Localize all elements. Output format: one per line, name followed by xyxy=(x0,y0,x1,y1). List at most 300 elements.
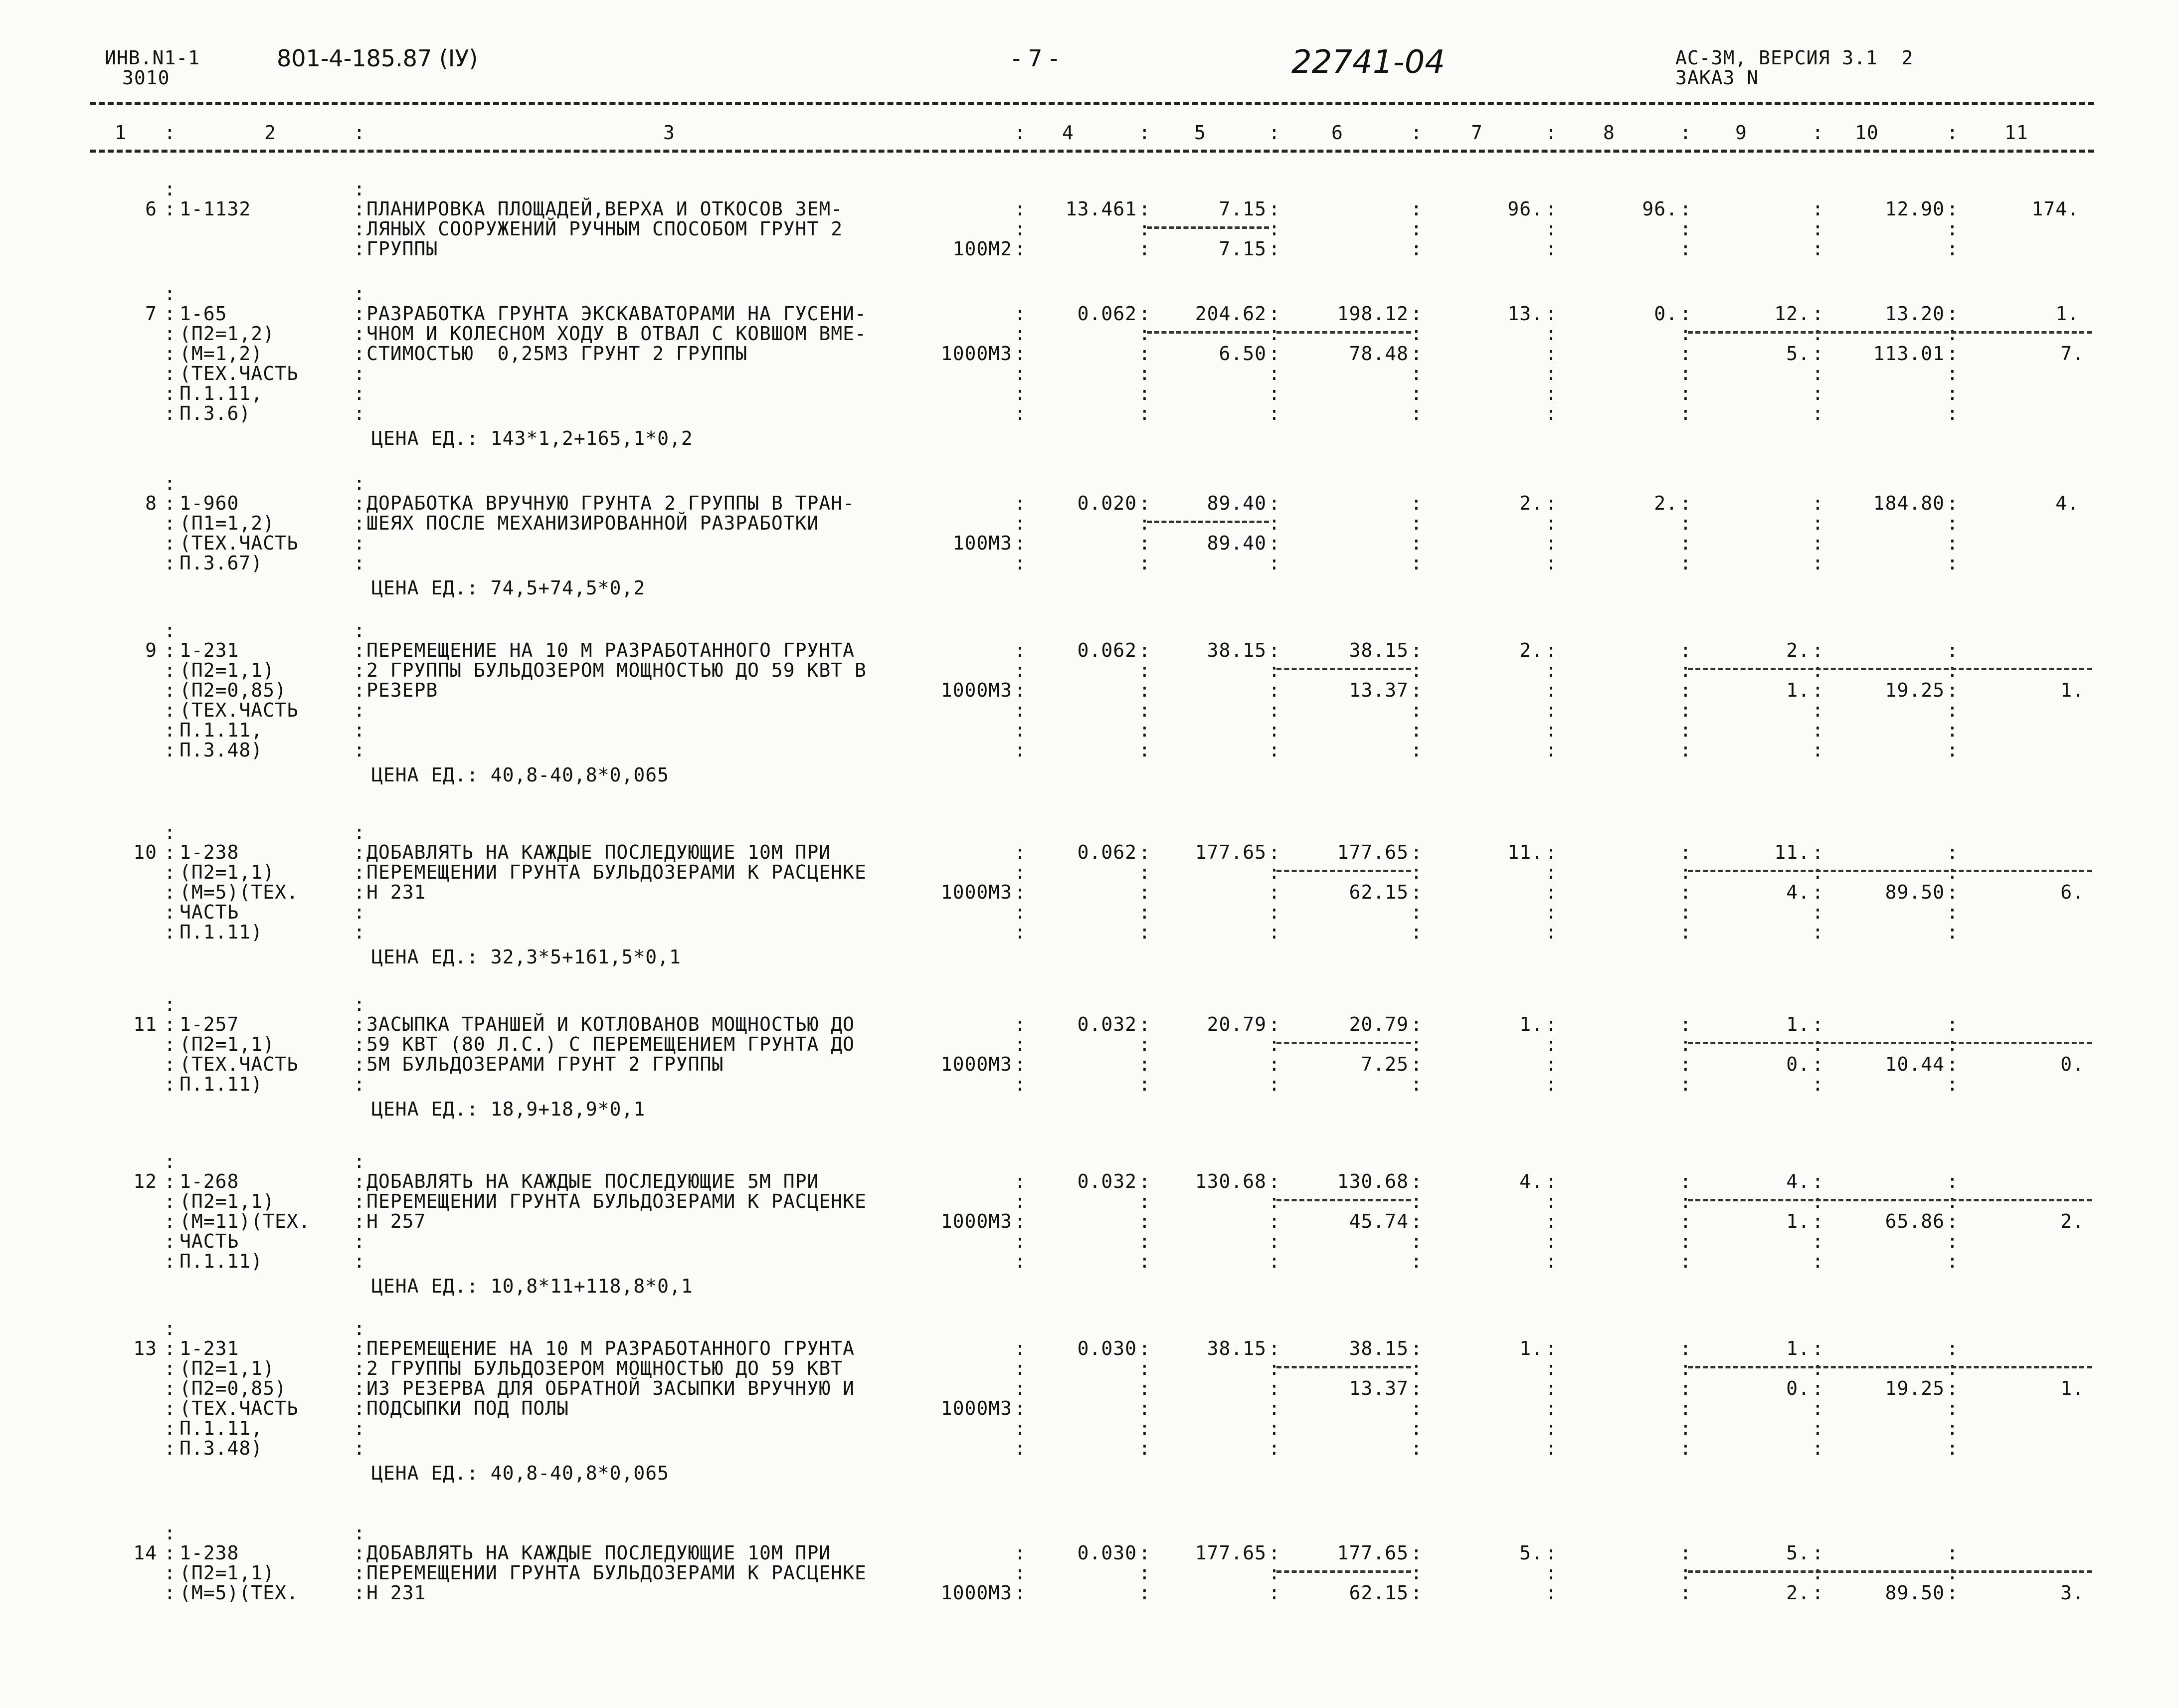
unit-of-measure: 1000М3 xyxy=(940,1582,1012,1604)
value-col-9: 2. xyxy=(1786,639,1810,661)
column-separator: : xyxy=(1411,1210,1423,1232)
item-code: (П2=0,85) xyxy=(180,1377,287,1399)
column-separator: : xyxy=(354,1073,365,1095)
column-separator: : xyxy=(1014,363,1026,384)
column-separator: : xyxy=(1680,1170,1692,1192)
value-col-5-sub: 89.40 xyxy=(1207,532,1267,554)
item-code: (П2=1,1) xyxy=(180,1562,275,1584)
column-separator: : xyxy=(354,323,365,345)
column-separator: : xyxy=(1139,659,1151,681)
value-col-9: 4. xyxy=(1786,1170,1810,1192)
column-separator: : xyxy=(1269,1397,1280,1419)
value-col-7: 13. xyxy=(1507,303,1543,325)
row-number: 6 xyxy=(145,198,157,220)
column-separator: : xyxy=(1947,323,1959,345)
item-description: ИЗ РЕЗЕРВА ДЛЯ ОБРАТНОЙ ЗАСЫПКИ ВРУЧНУЮ И xyxy=(366,1377,855,1399)
item-description: 59 КВТ (80 Л.С.) С ПЕРЕМЕЩЕНИЕМ ГРУНТА ДО xyxy=(366,1033,855,1055)
item-code: (ТЕХ.ЧАСТЬ xyxy=(180,1397,299,1419)
item-code: (П2=1,1) xyxy=(180,659,275,681)
sub-rule-col-6 xyxy=(1276,1570,1411,1573)
column-separator: : xyxy=(164,472,176,494)
column-separator: : xyxy=(1014,639,1026,661)
column-separator: : xyxy=(354,472,365,494)
item-description: РАЗРАБОТКА ГРУНТА ЭКСКАВАТОРАМИ НА ГУСЕНИ- xyxy=(366,303,867,325)
column-separator: : xyxy=(1139,512,1151,534)
row-number: 7 xyxy=(145,303,157,325)
column-separator: : xyxy=(1812,238,1824,260)
column-separator: : xyxy=(1812,402,1824,424)
column-separator: : xyxy=(1545,1377,1557,1399)
unit-price-formula: ЦЕНА ЕД.: 40,8-40,8*0,065 xyxy=(371,1462,669,1484)
column-separator: : xyxy=(1014,1033,1026,1055)
column-separator: : xyxy=(1947,532,1959,554)
value-col-6-sub: 62.15 xyxy=(1349,881,1409,903)
column-separator: : xyxy=(1812,512,1824,534)
column-separator: : xyxy=(1680,1337,1692,1359)
column-separator: : xyxy=(1014,921,1026,943)
column-separator: : xyxy=(1947,1357,1959,1379)
column-separator: : xyxy=(1680,1053,1692,1075)
column-separator: : xyxy=(1014,512,1026,534)
row-number: 10 xyxy=(133,841,157,863)
column-separator: : xyxy=(1947,1210,1959,1232)
value-col-6: 38.15 xyxy=(1349,639,1409,661)
item-description: Н 231 xyxy=(366,881,426,903)
column-separator: : xyxy=(354,532,365,554)
column-separator: : xyxy=(1812,198,1824,220)
column-separator: : xyxy=(354,699,365,721)
value-col-6-sub: 13.37 xyxy=(1349,679,1409,701)
value-col-11-sub: 7. xyxy=(2060,343,2084,365)
column-separator: : xyxy=(354,218,365,240)
item-code: П.1.11) xyxy=(180,1073,263,1095)
column-separator: : xyxy=(1545,881,1557,903)
order-label: ЗАКАЗ N xyxy=(1675,67,1759,89)
column-separator: : xyxy=(164,901,176,923)
column-separator: : xyxy=(354,1033,365,1055)
column-separator: : xyxy=(164,679,176,701)
column-separator: : xyxy=(1014,1397,1026,1419)
sub-rule-col-6 xyxy=(1276,1199,1411,1201)
value-col-8: 2. xyxy=(1654,492,1678,514)
value-col-10-sub: 113.01 xyxy=(1873,343,1945,365)
column-separator: : xyxy=(1680,1210,1692,1232)
column-separator: : xyxy=(1411,238,1423,260)
column-separator: : xyxy=(1680,122,1692,144)
column-separator: : xyxy=(1812,881,1824,903)
column-separator: : xyxy=(354,238,365,260)
column-separator: : xyxy=(1545,719,1557,741)
column-separator: : xyxy=(1947,739,1959,761)
column-separator: : xyxy=(354,198,365,220)
unit-of-measure: 1000М3 xyxy=(940,1210,1012,1232)
column-separator: : xyxy=(164,719,176,741)
column-separator: : xyxy=(1269,1357,1280,1379)
column-separator: : xyxy=(1139,1190,1151,1212)
column-separator: : xyxy=(1947,901,1959,923)
column-separator: : xyxy=(1269,1073,1280,1095)
column-separator: : xyxy=(1545,512,1557,534)
column-separator: : xyxy=(1545,1437,1557,1459)
row-number: 13 xyxy=(133,1337,157,1359)
column-separator: : xyxy=(354,921,365,943)
column-separator: : xyxy=(1812,323,1824,345)
item-code: (П2=0,85) xyxy=(180,679,287,701)
column-separator: : xyxy=(1269,122,1280,144)
column-separator: : xyxy=(1947,122,1959,144)
column-separator: : xyxy=(1014,1377,1026,1399)
column-separator: : xyxy=(1014,1013,1026,1035)
column-separator: : xyxy=(1269,841,1280,863)
column-separator: : xyxy=(1139,921,1151,943)
column-separator: : xyxy=(1947,492,1959,514)
column-separator: : xyxy=(354,1582,365,1604)
column-separator: : xyxy=(354,178,365,200)
item-code: (П2=1,1) xyxy=(180,1033,275,1055)
column-separator: : xyxy=(1411,1377,1423,1399)
column-separator: : xyxy=(1411,218,1423,240)
column-separator: : xyxy=(354,1397,365,1419)
column-separator: : xyxy=(354,552,365,574)
column-separator: : xyxy=(354,363,365,384)
column-separator: : xyxy=(164,921,176,943)
column-separator: : xyxy=(1680,198,1692,220)
column-separator: : xyxy=(1947,1033,1959,1055)
sub-rule-col-6 xyxy=(1276,870,1411,872)
column-separator: : xyxy=(1812,1437,1824,1459)
row-number: 14 xyxy=(133,1542,157,1564)
column-separator: : xyxy=(1947,402,1959,424)
column-separator: : xyxy=(1139,303,1151,325)
column-separator: : xyxy=(1411,323,1423,345)
column-separator: : xyxy=(164,122,176,144)
column-separator: : xyxy=(1014,1250,1026,1272)
value-col-10: 12.90 xyxy=(1885,198,1945,220)
column-separator: : xyxy=(1139,881,1151,903)
value-col-7: 1. xyxy=(1519,1013,1543,1035)
value-col-9-sub: 1. xyxy=(1786,1210,1810,1232)
value-col-4: 0.032 xyxy=(1077,1170,1137,1192)
column-separator: : xyxy=(354,1210,365,1232)
column-separator: : xyxy=(1545,218,1557,240)
column-separator: : xyxy=(1411,639,1423,661)
column-separator: : xyxy=(1139,901,1151,923)
column-separator: : xyxy=(1269,532,1280,554)
column-separator: : xyxy=(1947,1013,1959,1035)
value-col-6: 20.79 xyxy=(1349,1013,1409,1035)
column-separator: : xyxy=(1947,512,1959,534)
item-code: ЧАСТЬ xyxy=(180,901,239,923)
column-separator: : xyxy=(354,283,365,305)
column-separator: : xyxy=(1014,1437,1026,1459)
handwritten-number: 22741-04 xyxy=(1291,44,1446,81)
column-separator: : xyxy=(1545,1053,1557,1075)
column-separator: : xyxy=(1545,1582,1557,1604)
column-separator: : xyxy=(1545,921,1557,943)
column-separator: : xyxy=(1014,699,1026,721)
value-col-5: 204.62 xyxy=(1195,303,1267,325)
column-separator: : xyxy=(1545,382,1557,404)
column-header-9: 9 xyxy=(1735,122,1747,144)
value-col-6-sub: 13.37 xyxy=(1349,1377,1409,1399)
column-separator: : xyxy=(1014,1190,1026,1212)
item-code: 1-238 xyxy=(180,1542,239,1564)
column-separator: : xyxy=(1014,198,1026,220)
item-code: (М=1,2) xyxy=(180,343,263,365)
column-separator: : xyxy=(1014,532,1026,554)
column-header-5: 5 xyxy=(1194,122,1206,144)
column-separator: : xyxy=(1411,1230,1423,1252)
column-separator: : xyxy=(1139,699,1151,721)
value-col-10: 13.20 xyxy=(1885,303,1945,325)
column-separator: : xyxy=(164,861,176,883)
unit-of-measure: 1000М3 xyxy=(940,679,1012,701)
column-separator: : xyxy=(1680,841,1692,863)
column-separator: : xyxy=(1014,659,1026,681)
column-separator: : xyxy=(354,303,365,325)
column-separator: : xyxy=(1812,739,1824,761)
value-col-5: 20.79 xyxy=(1207,1013,1267,1035)
column-separator: : xyxy=(1947,881,1959,903)
column-separator: : xyxy=(1812,1073,1824,1095)
column-separator: : xyxy=(1812,1250,1824,1272)
column-separator: : xyxy=(1269,218,1280,240)
column-header-6: 6 xyxy=(1331,122,1343,144)
column-separator: : xyxy=(1545,532,1557,554)
column-separator: : xyxy=(1812,303,1824,325)
item-code: 1-960 xyxy=(180,492,239,514)
column-separator: : xyxy=(1139,739,1151,761)
value-col-11: 1. xyxy=(2055,303,2079,325)
item-code: П.3.48) xyxy=(180,1437,263,1459)
column-separator: : xyxy=(1269,1337,1280,1359)
column-separator: : xyxy=(1680,218,1692,240)
value-col-7: 96. xyxy=(1507,198,1543,220)
column-separator: : xyxy=(1545,639,1557,661)
column-separator: : xyxy=(1680,323,1692,345)
value-col-9: 1. xyxy=(1786,1337,1810,1359)
column-separator: : xyxy=(1139,1210,1151,1232)
column-separator: : xyxy=(1812,532,1824,554)
column-separator: : xyxy=(1411,901,1423,923)
column-separator: : xyxy=(354,1522,365,1544)
column-separator: : xyxy=(1545,841,1557,863)
item-code: П.1.11, xyxy=(180,719,263,741)
column-separator: : xyxy=(1680,382,1692,404)
column-separator: : xyxy=(1014,323,1026,345)
sub-rule-col-6 xyxy=(1276,331,1411,334)
column-separator: : xyxy=(1014,303,1026,325)
column-separator: : xyxy=(1139,1170,1151,1192)
item-code: (ТЕХ.ЧАСТЬ xyxy=(180,1053,299,1075)
column-separator: : xyxy=(1411,1357,1423,1379)
item-description: ПЕРЕМЕЩЕНИЕ НА 10 М РАЗРАБОТАННОГО ГРУНТА xyxy=(366,639,855,661)
column-separator: : xyxy=(1411,921,1423,943)
value-col-7: 5. xyxy=(1519,1542,1543,1564)
value-col-6-sub: 7.25 xyxy=(1361,1053,1409,1075)
column-separator: : xyxy=(1545,1170,1557,1192)
column-separator: : xyxy=(164,1073,176,1095)
column-separator: : xyxy=(1947,861,1959,883)
column-separator: : xyxy=(1269,1582,1280,1604)
column-separator: : xyxy=(1812,1562,1824,1584)
item-description: ЗАСЫПКА ТРАНШЕЙ И КОТЛОВАНОВ МОЩНОСТЬЮ ДО xyxy=(366,1013,855,1035)
value-col-4: 0.020 xyxy=(1077,492,1137,514)
column-separator: : xyxy=(1014,841,1026,863)
column-separator: : xyxy=(1545,861,1557,883)
column-header-7: 7 xyxy=(1471,122,1483,144)
column-separator: : xyxy=(1545,1190,1557,1212)
column-separator: : xyxy=(1947,1397,1959,1419)
column-separator: : xyxy=(1812,552,1824,574)
column-separator: : xyxy=(1680,1562,1692,1584)
column-separator: : xyxy=(164,699,176,721)
column-separator: : xyxy=(1947,1250,1959,1272)
column-separator: : xyxy=(1545,1562,1557,1584)
column-separator: : xyxy=(1812,1542,1824,1564)
column-separator: : xyxy=(1947,303,1959,325)
column-separator: : xyxy=(1812,699,1824,721)
column-separator: : xyxy=(1812,639,1824,661)
row-number: 8 xyxy=(145,492,157,514)
column-separator: : xyxy=(164,198,176,220)
column-separator: : xyxy=(1139,719,1151,741)
value-col-9: 1. xyxy=(1786,1013,1810,1035)
item-description: ШЕЯХ ПОСЛЕ МЕХАНИЗИРОВАННОЙ РАЗРАБОТКИ xyxy=(366,512,819,534)
header-rule-bottom xyxy=(90,150,2094,153)
column-separator: : xyxy=(1014,719,1026,741)
item-code: 1-231 xyxy=(180,1337,239,1359)
column-separator: : xyxy=(354,1437,365,1459)
column-separator: : xyxy=(354,821,365,843)
column-separator: : xyxy=(164,1150,176,1172)
column-separator: : xyxy=(164,363,176,384)
column-separator: : xyxy=(1411,881,1423,903)
column-separator: : xyxy=(1411,382,1423,404)
column-separator: : xyxy=(1680,921,1692,943)
column-separator: : xyxy=(354,343,365,365)
column-separator: : xyxy=(354,1053,365,1075)
column-separator: : xyxy=(1545,1230,1557,1252)
value-col-9-sub: 0. xyxy=(1786,1053,1810,1075)
column-separator: : xyxy=(1411,1053,1423,1075)
column-separator: : xyxy=(164,1250,176,1272)
column-separator: : xyxy=(1680,1542,1692,1564)
column-separator: : xyxy=(1139,1417,1151,1439)
column-separator: : xyxy=(1014,552,1026,574)
column-separator: : xyxy=(1545,1033,1557,1055)
value-col-5: 38.15 xyxy=(1207,639,1267,661)
sub-rule-col-5 xyxy=(1147,521,1269,523)
column-separator: : xyxy=(164,343,176,365)
column-separator: : xyxy=(1812,492,1824,514)
column-separator: : xyxy=(1269,861,1280,883)
column-separator: : xyxy=(354,1377,365,1399)
item-code: (ТЕХ.ЧАСТЬ xyxy=(180,363,299,384)
value-col-4: 0.062 xyxy=(1077,303,1137,325)
column-separator: : xyxy=(1014,1210,1026,1232)
column-separator: : xyxy=(1812,921,1824,943)
column-separator: : xyxy=(1812,1190,1824,1212)
column-separator: : xyxy=(1411,699,1423,721)
column-separator: : xyxy=(164,1190,176,1212)
column-separator: : xyxy=(1269,1437,1280,1459)
column-separator: : xyxy=(1139,861,1151,883)
column-separator: : xyxy=(1269,1170,1280,1192)
item-description: ДОБАВЛЯТЬ НА КАЖДЫЕ ПОСЛЕДУЮЩИЕ 5М ПРИ xyxy=(366,1170,819,1192)
column-separator: : xyxy=(1014,881,1026,903)
item-description: РЕЗЕРВ xyxy=(366,679,438,701)
item-code: (ТЕХ.ЧАСТЬ xyxy=(180,532,299,554)
item-description: ПЛАНИРОВКА ПЛОЩАДЕЙ,ВЕРХА И ОТКОСОВ ЗЕМ- xyxy=(366,198,843,220)
column-separator: : xyxy=(1269,303,1280,325)
column-separator: : xyxy=(1680,1230,1692,1252)
value-col-11-sub: 1. xyxy=(2060,1377,2084,1399)
unit-price-formula: ЦЕНА ЕД.: 18,9+18,9*0,1 xyxy=(371,1098,646,1120)
sub-rule-cols-9-11 xyxy=(1688,1042,2092,1044)
value-col-7: 1. xyxy=(1519,1337,1543,1359)
sub-rule-cols-9-11 xyxy=(1688,1570,2092,1573)
column-separator: : xyxy=(1269,921,1280,943)
column-separator: : xyxy=(1139,323,1151,345)
value-col-5: 177.65 xyxy=(1195,1542,1267,1564)
column-separator: : xyxy=(354,679,365,701)
column-separator: : xyxy=(164,492,176,514)
column-separator: : xyxy=(1545,679,1557,701)
column-separator: : xyxy=(354,659,365,681)
item-description: ПЕРЕМЕЩЕНИЕ НА 10 М РАЗРАБОТАННОГО ГРУНТА xyxy=(366,1337,855,1359)
item-description: ПЕРЕМЕЩЕНИИ ГРУНТА БУЛЬДОЗЕРАМИ К РАСЦЕНКЕ xyxy=(366,1562,867,1584)
column-separator: : xyxy=(354,402,365,424)
column-separator: : xyxy=(1411,532,1423,554)
column-header-8: 8 xyxy=(1603,122,1615,144)
column-separator: : xyxy=(1139,639,1151,661)
item-code: П.1.11) xyxy=(180,1250,263,1272)
column-separator: : xyxy=(1947,343,1959,365)
column-separator: : xyxy=(354,1542,365,1564)
column-separator: : xyxy=(1812,1230,1824,1252)
column-separator: : xyxy=(354,639,365,661)
item-description: ПЕРЕМЕЩЕНИИ ГРУНТА БУЛЬДОЗЕРАМИ К РАСЦЕНКЕ xyxy=(366,1190,867,1212)
column-separator: : xyxy=(1680,1437,1692,1459)
column-separator: : xyxy=(1812,1417,1824,1439)
column-separator: : xyxy=(164,1033,176,1055)
column-separator: : xyxy=(1411,1250,1423,1272)
column-separator: : xyxy=(1269,382,1280,404)
column-separator: : xyxy=(354,993,365,1015)
value-col-6: 38.15 xyxy=(1349,1337,1409,1359)
column-separator: : xyxy=(1269,1562,1280,1584)
column-separator: : xyxy=(1411,552,1423,574)
column-separator: : xyxy=(1812,1170,1824,1192)
value-col-6-sub: 78.48 xyxy=(1349,343,1409,365)
column-separator: : xyxy=(1680,1357,1692,1379)
column-separator: : xyxy=(1680,1013,1692,1035)
column-separator: : xyxy=(1411,1437,1423,1459)
value-col-10-sub: 89.50 xyxy=(1885,881,1945,903)
value-col-5: 177.65 xyxy=(1195,841,1267,863)
column-separator: : xyxy=(1680,881,1692,903)
column-separator: : xyxy=(1545,739,1557,761)
column-separator: : xyxy=(1139,363,1151,384)
unit-price-formula: ЦЕНА ЕД.: 10,8*11+118,8*0,1 xyxy=(371,1275,693,1297)
unit-of-measure: 100М3 xyxy=(952,532,1012,554)
column-separator: : xyxy=(164,1417,176,1439)
column-separator: : xyxy=(1812,1013,1824,1035)
column-separator: : xyxy=(1269,402,1280,424)
value-col-5: 38.15 xyxy=(1207,1337,1267,1359)
column-separator: : xyxy=(1269,1053,1280,1075)
